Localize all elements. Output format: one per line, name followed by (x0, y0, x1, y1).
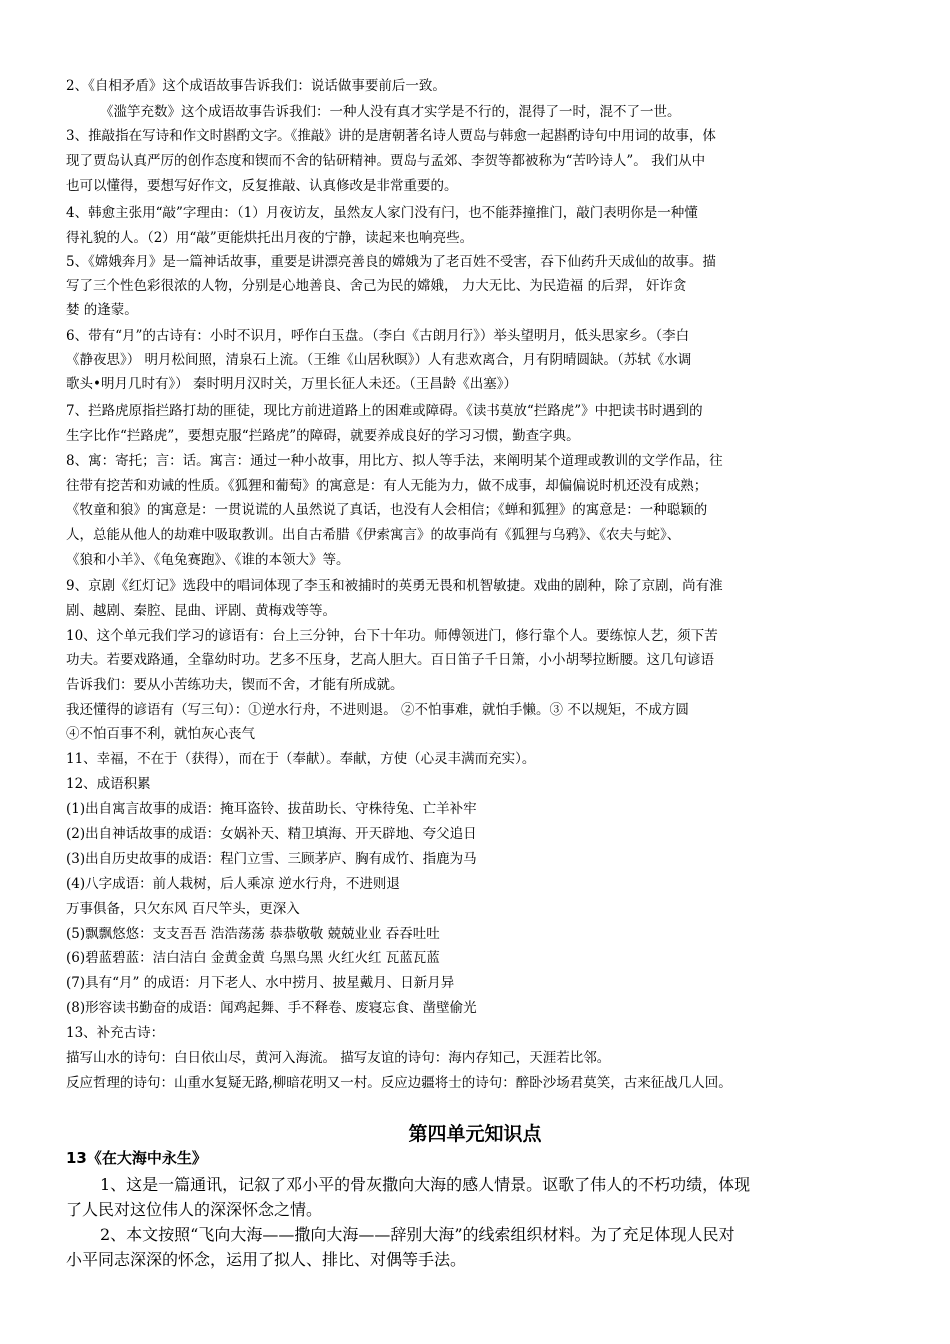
text-line: 《静夜思》） 明月松间照，清泉石上流。（王维《山居秋暝》）人有悲欢离合，月有阴晴圆缺。（苏轼《水调 (66, 352, 692, 368)
text-line: 11、幸福，不在于（获得），而在于（奉献）。奉献，方使（心灵丰满而充实）。 (66, 751, 536, 767)
text-line: 剧、越剧、秦腔、昆曲、评剧、黄梅戏等等。 (66, 603, 336, 619)
text-line: 得礼貌的人。（2）用“敲”更能烘托出月夜的宁静，读起来也响亮些。 (66, 230, 474, 246)
text-line: (8)形容读书勤奋的成语：闻鸡起舞、手不释卷、废寝忘食、凿壁偷光 (66, 1000, 477, 1016)
text-line: 10、这个单元我们学习的谚语有：台上三分钟，台下十年功。师傅领进门，修行靠个人。要练惊人艺，须下苦 (66, 628, 718, 644)
text-line: 9、京剧《红灯记》选段中的唱词体现了李玉和被捕时的英勇无畏和机智敏捷。戏曲的剧种，除了京剧，尚有淮 (66, 578, 723, 594)
lesson-title: 13《在大海中永生》 (66, 1149, 207, 1167)
text-line: 2、本文按照“飞向大海——撒向大海——辞别大海”的线索组织材料。为了充足体现人民对 (100, 1225, 735, 1244)
text-line: 5、《嫦娥奔月》是一篇神话故事，重要是讲漂亮善良的嫦娥为了老百姓不受害，吞下仙药升天成仙的故事。描 (66, 254, 716, 270)
text-line: 8、寓：寄托；言：话。寓言：通过一种小故事，用比方、拟人等手法，来阐明某个道理或教训的文学作品，往 (66, 453, 723, 469)
text-line: 《牧童和狼》的寓意是：一贯说谎的人虽然说了真话，也没有人会相信；《蝉和狐狸》的寓意是：一种聪颖的 (66, 502, 708, 518)
text-line: 也可以懂得，要想写好作文，反复推敲、认真修改是非常重要的。 (66, 178, 458, 194)
text-line: (6)碧蓝碧蓝：洁白洁白 金黄金黄 乌黑乌黑 火红火红 瓦蓝瓦蓝 (66, 950, 440, 966)
text-line: 《狼和小羊》、《龟兔赛跑》、《谁的本领大》等。 (66, 552, 350, 568)
text-line: 我还懂得的谚语有（写三句）：①逆水行舟，不进则退。 ②不怕事难，就怕手懒。③ 不以规矩，不成方圆 (66, 702, 689, 718)
text-line: (7)具有“月” 的成语：月下老人、水中捞月、披星戴月、日新月异 (66, 975, 455, 991)
text-line: (2)出自神话故事的成语：女娲补天、精卫填海、开天辟地、夸父追日 (66, 826, 477, 842)
text-line: 写了三个性色彩很浓的人物，分别是心地善良、舍己为民的嫦娥， 力大无比、为民造福 的后羿， 奸诈贪 (66, 278, 687, 294)
text-line: 描写山水的诗句：白日依山尽，黄河入海流。 描写友谊的诗句：海内存知己，天涯若比邻。 (66, 1050, 611, 1066)
text-line: 6、带有“月”的古诗有：小时不识月，呼作白玉盘。（李白《古朗月行》）举头望明月，低头思家乡。（李白 (66, 328, 690, 344)
section-heading: 13、补充古诗： (66, 1025, 165, 1041)
text-line: 告诉我们：要从小苦练功夫，锲而不舍，才能有所成就。 (66, 677, 404, 693)
text-line: (4)八字成语：前人栽树，后人乘凉 逆水行舟，不进则退 (66, 876, 400, 892)
text-line: (3)出自历史故事的成语：程门立雪、三顾茅庐、胸有成竹、指鹿为马 (66, 851, 477, 867)
text-line: 4、韩愈主张用“敲”字理由：（1）月夜访友，虽然友人家门没有闩，也不能莽撞推门，敲门表明你是一种懂 (66, 205, 698, 221)
text-line: 1、这是一篇通讯，记叙了邓小平的骨灰撒向大海的感人情景。讴歌了伟人的不朽功绩，体现 (100, 1175, 751, 1194)
text-line: 7、拦路虎原指拦路打劫的匪徒，现比方前进道路上的困难或障碍。《读书莫放“拦路虎”》中把读书时遇到的 (66, 403, 703, 419)
text-line: 万事俱备，只欠东风 百尺竿头，更深入 (66, 901, 300, 917)
text-line: 人，总能从他人的劫难中吸取教训。出自古希腊《伊索寓言》的故事尚有《狐狸与乌鸦》、《农夫与蛇》、 (66, 527, 681, 543)
text-line: 2、《自相矛盾》这个成语故事告诉我们：说话做事要前后一致。 (66, 78, 446, 94)
unit-title: 第四单元知识点 (408, 1123, 542, 1145)
text-line: 了人民对这位伟人的深深怀念之情。 (66, 1200, 323, 1219)
text-line: ④不怕百事不利，就怕灰心丧气 (66, 726, 255, 742)
text-line: 婪 的逢蒙。 (66, 302, 138, 318)
text-line: 小平同志深深的怀念，运用了拟人、排比、对偶等手法。 (66, 1250, 467, 1269)
text-line: 生字比作“拦路虎”，要想克服“拦路虎”的障碍，就要养成良好的学习习惯，勤查字典。 (66, 428, 580, 444)
text-line: (1)出自寓言故事的成语：掩耳盗铃、拔苗助长、守株待兔、亡羊补牢 (66, 801, 477, 817)
text-line: 功夫。若要戏路通，全靠幼时功。艺多不压身，艺高人胆大。百日笛子千日箫，小小胡琴拉断腰。这几句谚语 (66, 652, 714, 668)
text-line: 《滥竽充数》这个成语故事告诉我们：一种人没有真才实学是不行的，混得了一时，混不了一世。 (100, 104, 681, 120)
text-line: 3、推敲指在写诗和作文时斟酌文字。《推敲》讲的是唐朝著名诗人贾岛与韩愈一起斟酌诗句中用词的故事，体 (66, 128, 716, 144)
text-line: 反应哲理的诗句：山重水复疑无路,柳暗花明又一村。反应边疆将士的诗句：醉卧沙场君莫笑，古来征战几人回。 (66, 1075, 732, 1091)
text-line: (5)飘飘悠悠：支支吾吾 浩浩荡荡 恭恭敬敬 兢兢业业 吞吞吐吐 (66, 926, 440, 942)
section-heading: 12、成语积累 (66, 776, 151, 792)
text-line: 歌头•明月几时有》） 秦时明月汉时关，万里长征人未还。（王昌龄《出塞》） (66, 376, 518, 392)
text-line: 现了贾岛认真严厉的创作态度和锲而不舍的钻研精神。贾岛与孟郊、李贺等都被称为“苦吟诗人”。 我们从中 (66, 153, 706, 169)
text-line: 往带有挖苦和劝诫的性质。《狐狸和葡萄》的寓意是：有人无能为力，做不成事，却偏偏说时机还没有成熟； (66, 478, 708, 494)
